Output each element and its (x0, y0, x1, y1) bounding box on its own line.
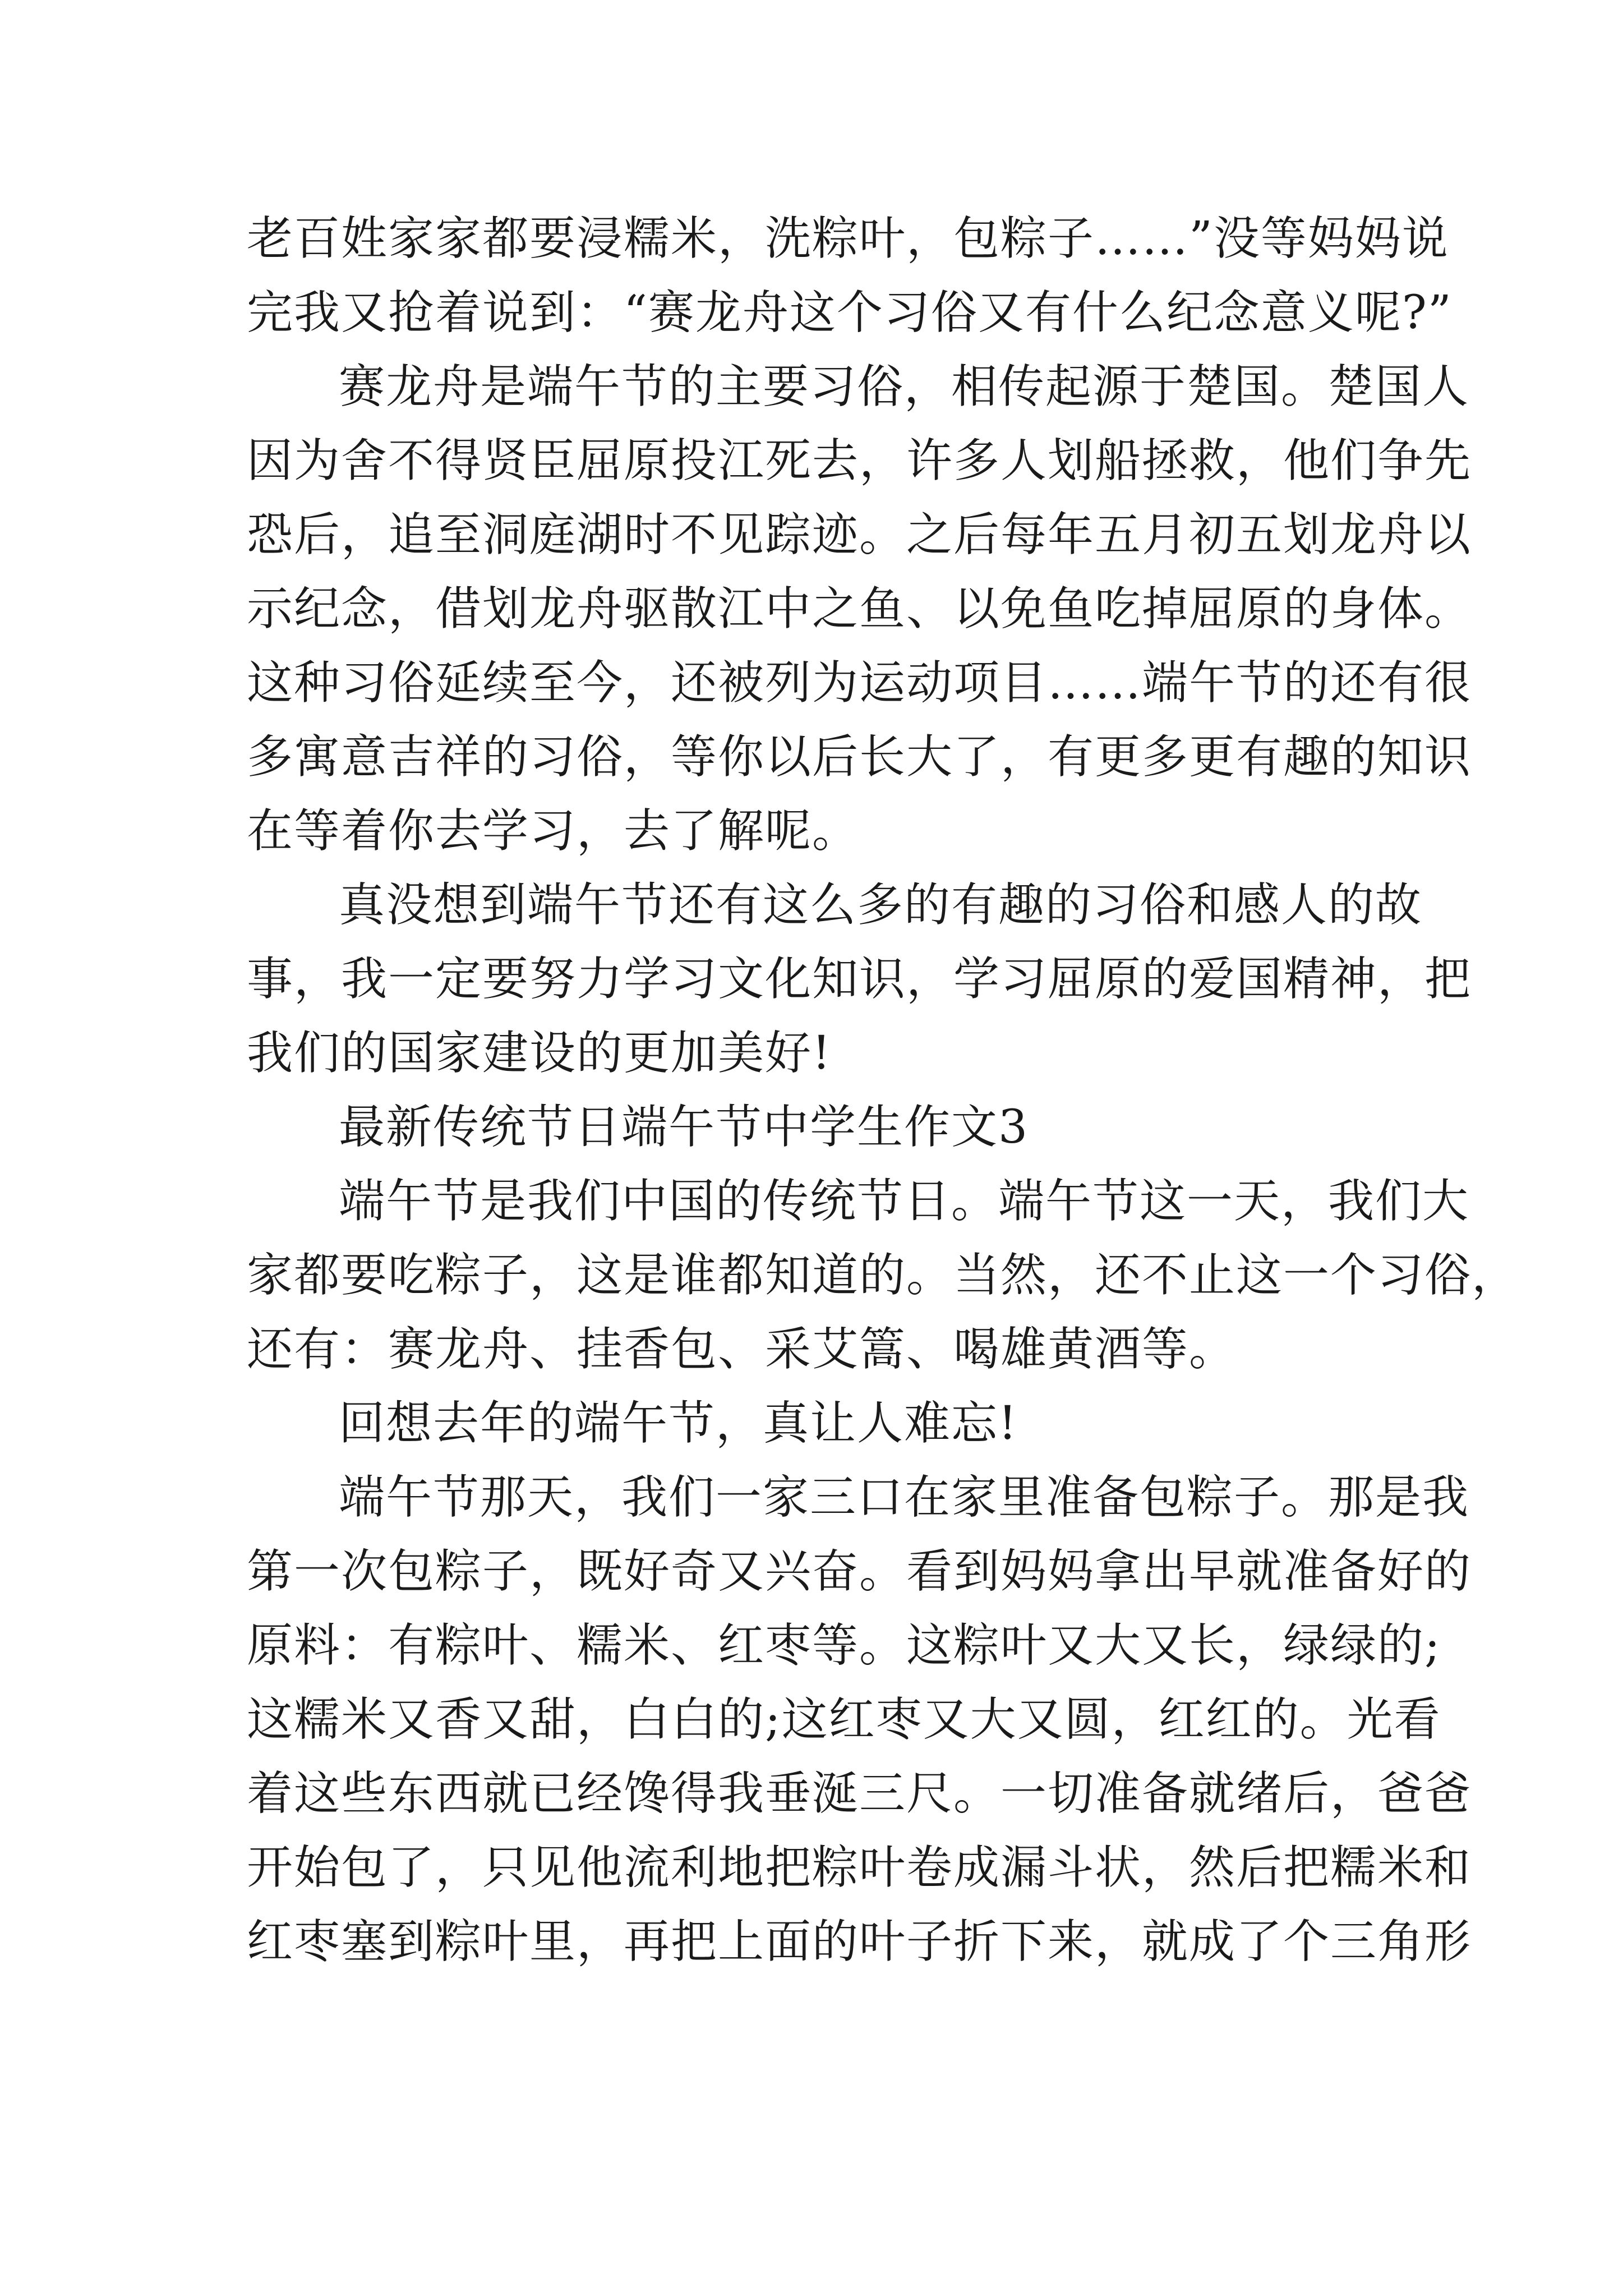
text-line: 这种习俗延续至今，还被列为运动项目……端午节的还有很 (247, 656, 1472, 710)
text-line: 着这些东西就已经馋得我垂涎三尺。一切准备就绪后，爸爸 (247, 1767, 1472, 1820)
text-line: 因为舍不得贤臣屈原投江死去，许多人划船拯救，他们争先 (247, 434, 1472, 487)
text-line: 这糯米又香又甜，白白的;这红枣又大又圆，红红的。光看 (247, 1693, 1441, 1746)
text-line: 示纪念，借划龙舟驱散江中之鱼、以免鱼吃掉屈原的身体。 (247, 582, 1472, 636)
text-line: 家都要吃粽子，这是谁都知道的。当然，还不止这一个习俗， (247, 1249, 1519, 1302)
paragraph-start-line: 端午节那天，我们一家三口在家里准备包粽子。那是我 (339, 1471, 1470, 1524)
paragraph-start-line: 端午节是我们中国的传统节日。端午节这一天，我们大 (339, 1175, 1470, 1228)
text-line: 多寓意吉祥的习俗，等你以后长大了，有更多更有趣的知识 (247, 730, 1472, 784)
text-line: 完我又抢着说到：“赛龙舟这个习俗又有什么纪念意义呢?” (247, 286, 1453, 339)
text-line: 老百姓家家都要浸糯米，洗粽叶，包粽子……”没等妈妈说 (247, 212, 1449, 265)
text-line: 在等着你去学习，去了解呢。 (247, 804, 860, 858)
text-line: 原料：有粽叶、糯米、红枣等。这粽叶又大又长，绿绿的; (247, 1619, 1441, 1672)
text-line: 我们的国家建设的更加美好! (247, 1027, 832, 1080)
text-line: 事，我一定要努力学习文化知识，学习屈原的爱国精神，把 (247, 953, 1472, 1006)
text-line: 第一次包粽子，既好奇又兴奋。看到妈妈拿出早就准备好的 (247, 1545, 1472, 1598)
section-heading: 最新传统节日端午节中学生作文3 (339, 1101, 1029, 1154)
text-line: 恐后，追至洞庭湖时不见踪迹。之后每年五月初五划龙舟以 (247, 508, 1472, 562)
paragraph-start-line: 赛龙舟是端午节的主要习俗，相传起源于楚国。楚国人 (339, 360, 1470, 413)
text-line: 红枣塞到粽叶里，再把上面的叶子折下来，就成了个三角形 (247, 1915, 1472, 1968)
text-line: 还有：赛龙舟、挂香包、采艾篙、喝雄黄酒等。 (247, 1323, 1237, 1376)
text-line: 开始包了，只见他流利地把粽叶卷成漏斗状，然后把糯米和 (247, 1841, 1472, 1894)
paragraph-start-line: 回想去年的端午节，真让人难忘! (339, 1397, 1018, 1450)
essay-body (247, 202, 1519, 1979)
paragraph-start-line: 真没想到端午节还有这么多的有趣的习俗和感人的故 (339, 878, 1423, 932)
